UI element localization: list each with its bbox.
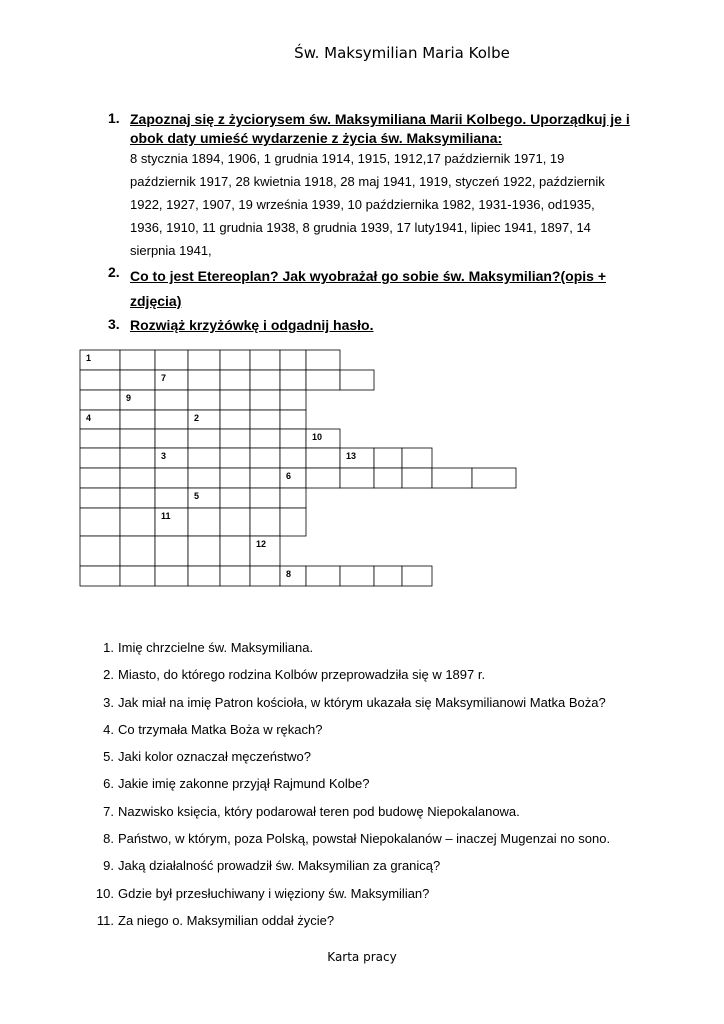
clue-number: 1. — [103, 640, 114, 655]
crossword-cell[interactable] — [220, 536, 250, 566]
crossword-cell[interactable] — [155, 429, 188, 448]
crossword-cell[interactable] — [220, 566, 250, 586]
crossword-cell[interactable] — [155, 566, 188, 586]
crossword-cell[interactable] — [340, 370, 374, 390]
clue-text: Jaki kolor oznaczał męczeństwo? — [118, 749, 311, 765]
task-1-text: Zapoznaj się z życiorysem św. Maksymiliana Marii Kolbego. Uporządkuj je i obok daty umieść wydarzenie z życia św. Maksymiliana: — [130, 111, 630, 146]
crossword-cell[interactable] — [120, 448, 155, 468]
crossword-cell[interactable] — [188, 448, 220, 468]
crossword-cell[interactable] — [188, 566, 220, 586]
clue-item — [84, 886, 684, 913]
crossword-cell[interactable] — [306, 468, 340, 488]
clue-item — [84, 695, 684, 722]
clue-text: Jak miał na imię Patron kościoła, w którym ukazała się Maksymilianowi Matka Boża? — [118, 694, 606, 710]
crossword-cell[interactable] — [188, 370, 220, 390]
clue-text: Nazwisko księcia, który podarował teren pod budowę Niepokalanowa. — [118, 803, 520, 819]
crossword-cell[interactable] — [80, 390, 120, 410]
crossword-cell[interactable] — [340, 448, 374, 468]
crossword-cell[interactable] — [280, 468, 306, 488]
task-3-text: Rozwiąż krzyżówkę i odgadnij hasło. — [130, 317, 374, 333]
crossword-cell[interactable] — [120, 370, 155, 390]
clue-number: 7. — [103, 803, 114, 819]
clue-item — [84, 667, 684, 694]
crossword-cell[interactable] — [402, 468, 432, 488]
crossword-cell[interactable] — [340, 468, 374, 488]
crossword-cell[interactable] — [80, 566, 120, 586]
crossword-cell[interactable] — [306, 370, 340, 390]
crossword-cell[interactable] — [250, 448, 280, 468]
crossword-cell[interactable] — [432, 468, 472, 488]
crossword-cell[interactable] — [155, 390, 188, 410]
crossword-cell[interactable] — [220, 390, 250, 410]
crossword-cell[interactable] — [280, 429, 306, 448]
task-1-number: 1. — [108, 110, 120, 126]
crossword-cell[interactable] — [280, 448, 306, 468]
crossword-cell[interactable] — [220, 488, 250, 508]
clue-text: Państwo, w którym, poza Polską, powstał Niepokalanów – inaczej Mugenzai no sono. — [118, 831, 611, 847]
clue-list — [84, 640, 684, 940]
crossword-cell[interactable] — [155, 508, 188, 536]
clue-item — [84, 640, 684, 667]
clue-item — [84, 913, 684, 940]
clue-text: Gdzie był przesłuchiwany i więziony św. Maksymilian? — [118, 885, 430, 901]
clue-number: 9. — [103, 858, 114, 874]
crossword-cell[interactable] — [220, 410, 250, 429]
crossword-cell[interactable] — [306, 566, 340, 586]
crossword-number: 3 — [161, 451, 167, 461]
crossword-cell[interactable] — [472, 468, 516, 488]
crossword-cell[interactable] — [120, 350, 155, 370]
crossword-number: 2 — [194, 413, 200, 423]
crossword-number: 4 — [86, 413, 92, 423]
clue-text: Za niego o. Maksymilian oddał życie? — [118, 912, 335, 928]
crossword-cell[interactable] — [220, 350, 250, 370]
crossword-cell[interactable] — [80, 370, 120, 390]
crossword-cell[interactable] — [80, 448, 120, 468]
clue-item — [84, 722, 684, 749]
crossword-cell[interactable] — [120, 468, 155, 488]
crossword-cell[interactable] — [188, 488, 220, 508]
crossword-cell[interactable] — [80, 488, 120, 508]
crossword-cell[interactable] — [188, 468, 220, 488]
crossword-cell[interactable] — [155, 448, 188, 468]
crossword-number: 5 — [194, 491, 200, 501]
clue-number: 11. — [96, 912, 114, 928]
crossword-cell[interactable] — [250, 410, 280, 429]
crossword-cell[interactable] — [220, 508, 250, 536]
clue-number: 5. — [103, 749, 114, 765]
crossword-cell[interactable] — [280, 370, 306, 390]
crossword-cell[interactable] — [120, 410, 155, 429]
clue-text: Imię chrzcielne św. Maksymiliana. — [118, 640, 314, 655]
crossword-cell[interactable] — [188, 536, 220, 566]
crossword-cell[interactable] — [188, 390, 220, 410]
crossword-cell[interactable] — [80, 410, 120, 429]
crossword-cell[interactable] — [120, 488, 155, 508]
crossword-cell[interactable] — [250, 508, 280, 536]
crossword-cell[interactable] — [120, 536, 155, 566]
task-2-text: Co to jest Etereoplan? Jak wyobrażał go sobie św. Maksymilian?(opis + zdjęcia) — [130, 268, 606, 309]
clue-text: Miasto, do którego rodzina Kolbów przeprowadziła się w 1897 r. — [118, 667, 486, 683]
crossword-cell[interactable] — [306, 448, 340, 468]
clue-number: 2. — [103, 667, 114, 683]
crossword-cell[interactable] — [155, 468, 188, 488]
crossword-number: 8 — [286, 569, 292, 579]
crossword-cell[interactable] — [80, 468, 120, 488]
crossword-cell[interactable] — [280, 350, 306, 370]
crossword-cell[interactable] — [155, 410, 188, 429]
clue-number: 10. — [95, 885, 114, 901]
crossword-cell[interactable] — [250, 429, 280, 448]
crossword-number: 9 — [126, 393, 132, 403]
clue-number: 6. — [103, 776, 114, 792]
clue-number: 8. — [103, 831, 114, 847]
task-2-number: 2. — [108, 264, 120, 280]
crossword-cell[interactable] — [280, 508, 306, 536]
crossword-cell[interactable] — [80, 508, 120, 536]
clue-text: Jakie imię zakonne przyjął Rajmund Kolbe? — [118, 776, 370, 792]
crossword-cell[interactable] — [250, 566, 280, 586]
crossword-cell[interactable] — [120, 429, 155, 448]
crossword-cell[interactable] — [306, 350, 340, 370]
clue-number: 4. — [103, 721, 114, 737]
crossword-cell[interactable] — [120, 508, 155, 536]
clue-item — [84, 804, 684, 831]
crossword-cell[interactable] — [155, 350, 188, 370]
crossword-cell[interactable] — [340, 566, 374, 586]
crossword-cell[interactable] — [120, 566, 155, 586]
crossword-cell[interactable] — [155, 488, 188, 508]
crossword-cell[interactable] — [306, 429, 340, 448]
task-3-number: 3. — [108, 316, 120, 332]
crossword-number: 7 — [161, 373, 167, 383]
crossword-cell[interactable] — [250, 370, 280, 390]
crossword-cell[interactable] — [374, 566, 402, 586]
page-title: Św. Maksymilian Maria Kolbe — [294, 44, 510, 62]
crossword-number: 6 — [286, 471, 292, 481]
crossword-number: 13 — [346, 451, 357, 461]
crossword-cell[interactable] — [80, 350, 120, 370]
crossword-cell[interactable] — [374, 468, 402, 488]
crossword-cell[interactable] — [280, 410, 306, 429]
crossword-cell[interactable] — [188, 350, 220, 370]
clue-number: 3. — [103, 694, 114, 710]
clue-item — [84, 831, 684, 858]
clue-text: Co trzymała Matka Boża w rękach? — [118, 721, 323, 737]
clue-item — [84, 776, 684, 803]
crossword-number: 12 — [256, 539, 267, 549]
crossword-cell[interactable] — [250, 350, 280, 370]
crossword-cell[interactable] — [250, 536, 280, 566]
crossword-cell[interactable] — [155, 370, 188, 390]
crossword-cell[interactable] — [188, 508, 220, 536]
clue-item — [84, 858, 684, 885]
crossword-cell[interactable] — [220, 370, 250, 390]
crossword-cell[interactable] — [280, 488, 306, 508]
crossword-cell[interactable] — [188, 429, 220, 448]
crossword-cell[interactable] — [402, 448, 432, 468]
crossword-cell[interactable] — [280, 390, 306, 410]
crossword-cell[interactable] — [220, 468, 250, 488]
crossword-cell[interactable] — [220, 429, 250, 448]
crossword-cell[interactable] — [280, 566, 306, 586]
crossword-cell[interactable] — [250, 468, 280, 488]
crossword-cell[interactable] — [120, 390, 155, 410]
crossword-cell[interactable] — [188, 410, 220, 429]
crossword-cell[interactable] — [250, 488, 280, 508]
crossword-number: 10 — [312, 432, 323, 442]
crossword-cell[interactable] — [80, 536, 120, 566]
clue-text: Jaką działalność prowadził św. Maksymilian za granicą? — [118, 858, 441, 874]
crossword-number: 1 — [86, 353, 92, 363]
crossword-cell[interactable] — [402, 566, 432, 586]
clue-item — [84, 749, 684, 776]
crossword-cell[interactable] — [374, 448, 402, 468]
footer-text: Karta pracy — [327, 950, 397, 964]
crossword-cell[interactable] — [250, 390, 280, 410]
crossword-number: 11 — [161, 511, 171, 521]
crossword-cell[interactable] — [220, 448, 250, 468]
crossword-cell[interactable] — [155, 536, 188, 566]
crossword-cell[interactable] — [80, 429, 120, 448]
dates-list: 8 stycznia 1894, 1906, 1 grudnia 1914, 1915, 1912,17 październik 1971, 19 październik 1917, 28 kwietnia 1918, 28 maj 1941, 1919, styczeń 1922, październik 1922, 1927, 1907, 19 września 1939, 10 października 1982, 1931-1936, od1935, 1936, 1910, 11 grudnia 1938, 8 grudnia 1939, 17 luty1941, lipiec 1941, 1897, 14 sierpnia 1941, — [130, 151, 605, 258]
